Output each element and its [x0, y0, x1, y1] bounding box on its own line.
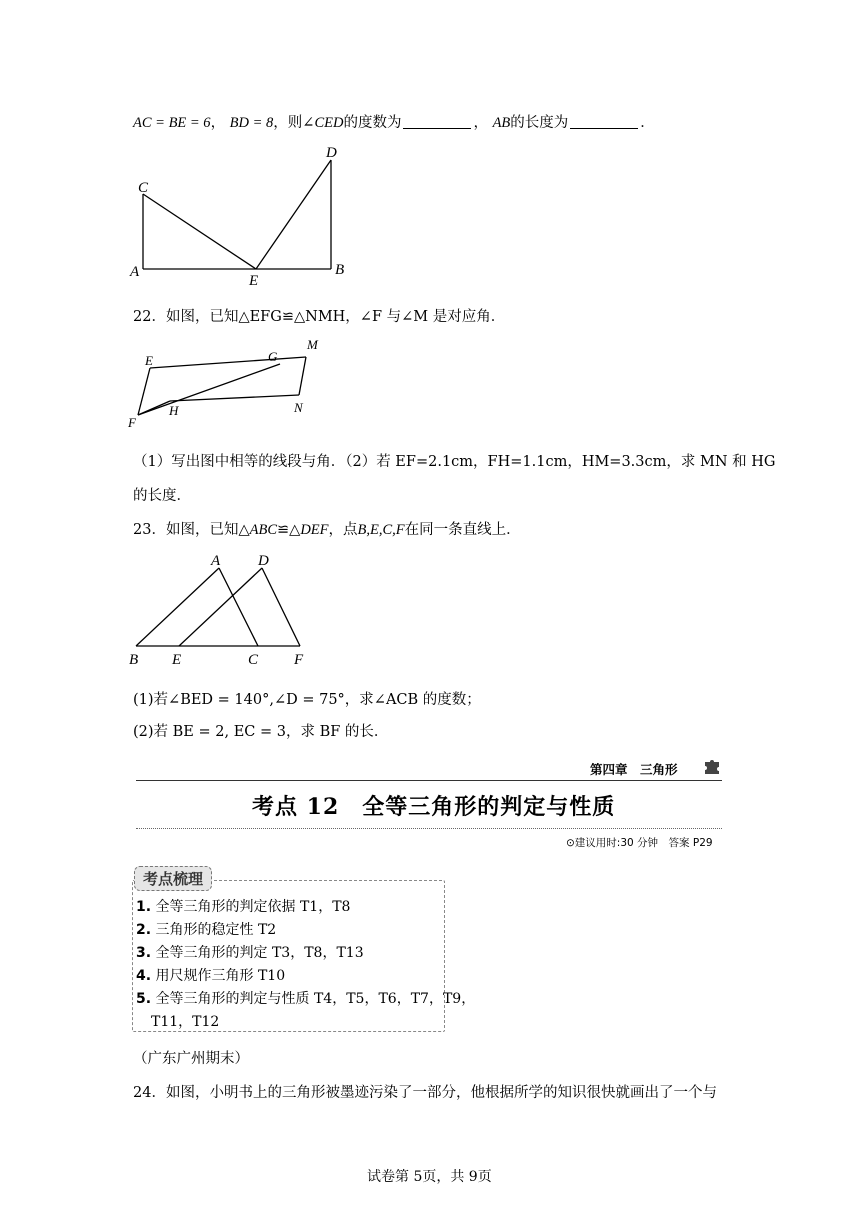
q21-blank-1[interactable] [403, 114, 471, 129]
kp-item-4 [136, 965, 285, 985]
q22-part-line1: （1）写出图中相等的线段与角．（2）若 EF=2.1cm，FH=1.1cm，HM=3.3cm，求 MN 和 HG [133, 454, 776, 470]
q21-blank-2[interactable] [570, 114, 638, 129]
q21-text-degree: 的度数为 [343, 115, 402, 131]
q23-stem-a: 23．如图，已知△ [133, 522, 250, 538]
q23-stem-congruent: ≌△ [277, 522, 301, 538]
q21-label-c: C [138, 180, 149, 196]
q23-sub2: (2)若 BE = 2, EC = 3，求 BF 的长． [133, 724, 389, 740]
puzzle-icon [703, 759, 721, 779]
q21-text-line: AC = BE = 6， BD = 8，则∠CED的度数为 ， AB的长度为 ． [133, 115, 655, 131]
page-footer: 试卷第 5页，共 9页 [367, 1169, 492, 1185]
kp-item-text: 三角形的稳定性 T2 [155, 922, 277, 938]
q23-stem-c: ，点 [328, 522, 358, 538]
q21-figure [120, 140, 360, 295]
q21-angle-prefix: ，则∠ [273, 115, 315, 131]
title-rule [136, 828, 722, 829]
kp-item-5-continued: T11，T12 [151, 1014, 220, 1030]
q23-stem-d: 在同一条直线上． [404, 522, 521, 538]
kp-item-text: 全等三角形的判定与性质 T4，T5，T6，T7，T9， [155, 991, 476, 1007]
q23-stem [133, 518, 521, 539]
q22-stem: 22．如图，已知△EFG≌△NMH，∠F 与∠M 是对应角． [133, 309, 506, 325]
knowledge-points-title: 考点梳理 [134, 866, 212, 891]
q23-label-a: A [211, 553, 221, 569]
q21-text-length: 的长度为 [510, 115, 569, 131]
kp-item-text: 全等三角形的判定依据 T1，T8 [155, 899, 351, 915]
q21-equation-bd: BD = 8 [229, 115, 274, 131]
kp-item-num: 5. [136, 991, 152, 1007]
kp-item-1 [136, 896, 350, 916]
kp-item-text: 全等三角形的判定 T3，T8，T13 [155, 945, 364, 961]
q21-segment-ce [143, 194, 256, 269]
q21-segment-ed [256, 160, 331, 269]
kp-item-num: 3. [136, 945, 152, 961]
chapter-label: 第四章 三角形 [590, 762, 678, 777]
q23-label-f: F [294, 652, 304, 668]
q21-equation-ac-be: AC = BE = 6 [133, 115, 211, 131]
q22-label-n: N [294, 400, 303, 415]
q21-label-d: D [326, 145, 337, 161]
q22-label-f: F [128, 415, 136, 430]
time-note: ⊙建议用时:30 分钟 答案 P29 [566, 837, 713, 849]
header-rule [136, 780, 722, 781]
kp-item-5 [136, 988, 475, 1008]
q21-label-a: A [130, 264, 140, 280]
q22-figure [125, 335, 335, 430]
q23-triangle-abc: ABC [249, 522, 277, 538]
q23-sub1: (1)若∠BED = 140°,∠D = 75°，求∠ACB 的度数； [133, 692, 481, 708]
kp-item-3 [136, 942, 364, 962]
q22-label-m: M [307, 337, 318, 352]
q21-segment-ab: AB [492, 115, 511, 131]
q23-label-c: C [248, 652, 259, 668]
q22-part-line2: 的长度． [133, 488, 191, 504]
q21-angle-ced: CED [314, 115, 344, 131]
kp-item-num: 2. [136, 922, 152, 938]
q23-label-e: E [172, 652, 182, 668]
kp-item-text: 用尺规作三角形 T10 [155, 968, 286, 984]
q21-label-e: E [249, 273, 259, 289]
q24-stem: 24．如图，小明书上的三角形被墨迹污染了一部分，他根据所学的知识很快就画出了一个与 [133, 1085, 717, 1101]
kp-item-num: 4. [136, 968, 152, 984]
q22-label-g: G [268, 349, 278, 364]
q21-label-b: B [335, 262, 345, 278]
q22-label-h: H [169, 403, 179, 418]
kp-item-num: 1. [136, 899, 152, 915]
q23-points: B,E,C,F [357, 522, 405, 538]
kp-item-2 [136, 919, 276, 939]
q23-figure [122, 548, 322, 673]
q24-source: （广东广州期末） [133, 1051, 249, 1067]
q23-triangle-def: DEF [300, 522, 329, 538]
q23-label-d: D [258, 553, 269, 569]
q22-label-e: E [145, 353, 153, 368]
q23-label-b: B [129, 652, 139, 668]
section-title: 考点 12 全等三角形的判定与性质 [252, 794, 616, 820]
